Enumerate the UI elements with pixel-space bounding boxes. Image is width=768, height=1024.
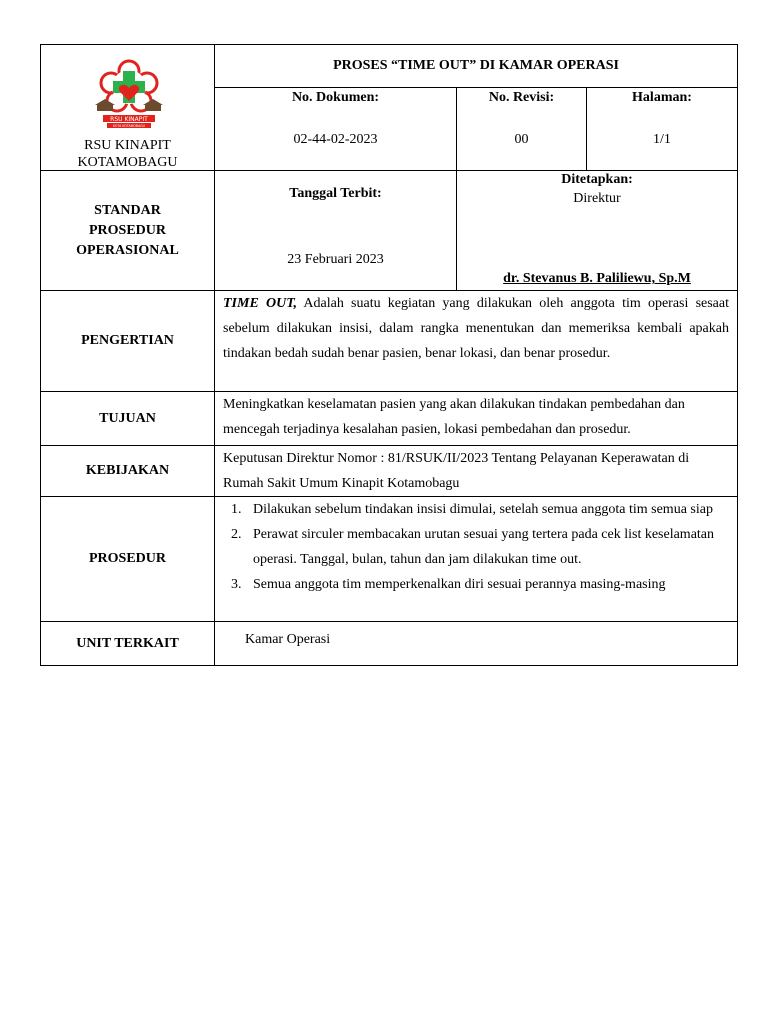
sop-table — [40, 44, 738, 666]
prosedur-steps — [223, 497, 729, 597]
prosedur-step: 1. Dilakukan sebelum tindakan insisi dimulai, setelah semua anggota tim semua siap — [245, 497, 729, 522]
hospital-name-line1: RSU KINAPIT — [84, 138, 171, 153]
revision-value: 00 — [514, 132, 529, 147]
document-title: PROSES “TIME OUT” DI KAMAR OPERASI — [215, 45, 738, 88]
unit-terkait-label: UNIT TERKAIT — [41, 622, 215, 666]
tujuan-text: Meningkatkan keselamatan pasien yang akan dilakukan tindakan pembedahan dan mencegah terjadinya kesalahan pasien, lokasi pembedahan dan prosedur. — [215, 392, 738, 446]
sop-label — [41, 171, 215, 291]
hospital-logo — [93, 57, 165, 133]
issue-date-value: 23 Februari 2023 — [287, 252, 384, 267]
revision-label: No. Revisi: — [488, 90, 555, 105]
approval-position: Direktur — [573, 191, 621, 206]
doc-number-value: 02-44-02-2023 — [293, 132, 378, 147]
unit-terkait-text: Kamar Operasi — [215, 622, 738, 666]
page-label: Halaman: — [632, 90, 692, 105]
prosedur-label: PROSEDUR — [41, 497, 215, 622]
pengertian-content — [215, 291, 738, 392]
doc-number-cell — [215, 88, 457, 171]
prosedur-step: 3. Semua anggota tim memperkenalkan diri sesuai perannya masing-masing — [245, 572, 729, 597]
doc-number-label: No. Dokumen: — [291, 90, 380, 105]
sop-label-line2: PROSEDUR — [88, 222, 166, 238]
issue-date-label: Tanggal Terbit: — [289, 186, 382, 201]
pengertian-label: PENGERTIAN — [41, 291, 215, 392]
prosedur-step: 2. Perawat sirculer membacakan urutan sesuai yang tertera pada cek list keselamatan operasi. Tanggal, bulan, tahun dan jam dilakukan time out. — [245, 522, 729, 572]
page-value: 1/1 — [653, 132, 671, 147]
logo-cell — [41, 45, 215, 171]
revision-cell — [457, 88, 587, 171]
kebijakan-text: Keputusan Direktur Nomor : 81/RSUK/II/2023 Tentang Pelayanan Keperawatan di Rumah Sakit Umum Kinapit Kotamobagu — [215, 446, 738, 497]
prosedur-content — [215, 497, 738, 622]
approval-cell — [457, 171, 738, 291]
tujuan-label: TUJUAN — [41, 392, 215, 446]
page-cell — [587, 88, 738, 171]
approval-label: Ditetapkan: — [561, 172, 633, 187]
hospital-name-line2: KOTAMOBAGU — [77, 155, 178, 170]
sop-label-line1: STANDAR — [94, 202, 161, 218]
approval-signatory: dr. Stevanus B. Paliliewu, Sp.M — [503, 271, 691, 286]
issue-date-cell — [215, 171, 457, 291]
logo-text-bottom: KOTA KOTAMOBAGU — [113, 124, 145, 128]
hospital-name — [41, 137, 214, 171]
pengertian-text: Adalah suatu kegiatan yang dilakukan oleh anggota tim operasi sesaat sebelum dilakukan insisi, dalam rangka menentukan dan memeriksa kembali apakah tindakan bedah sudah benar pasien, benar lokasi, dan benar prosedur. — [223, 296, 729, 361]
logo-text-top: RSU KINAPIT — [110, 116, 148, 123]
pengertian-term: TIME OUT, — [223, 296, 297, 311]
kebijakan-label: KEBIJAKAN — [41, 446, 215, 497]
sop-label-line3: OPERASIONAL — [76, 242, 179, 258]
